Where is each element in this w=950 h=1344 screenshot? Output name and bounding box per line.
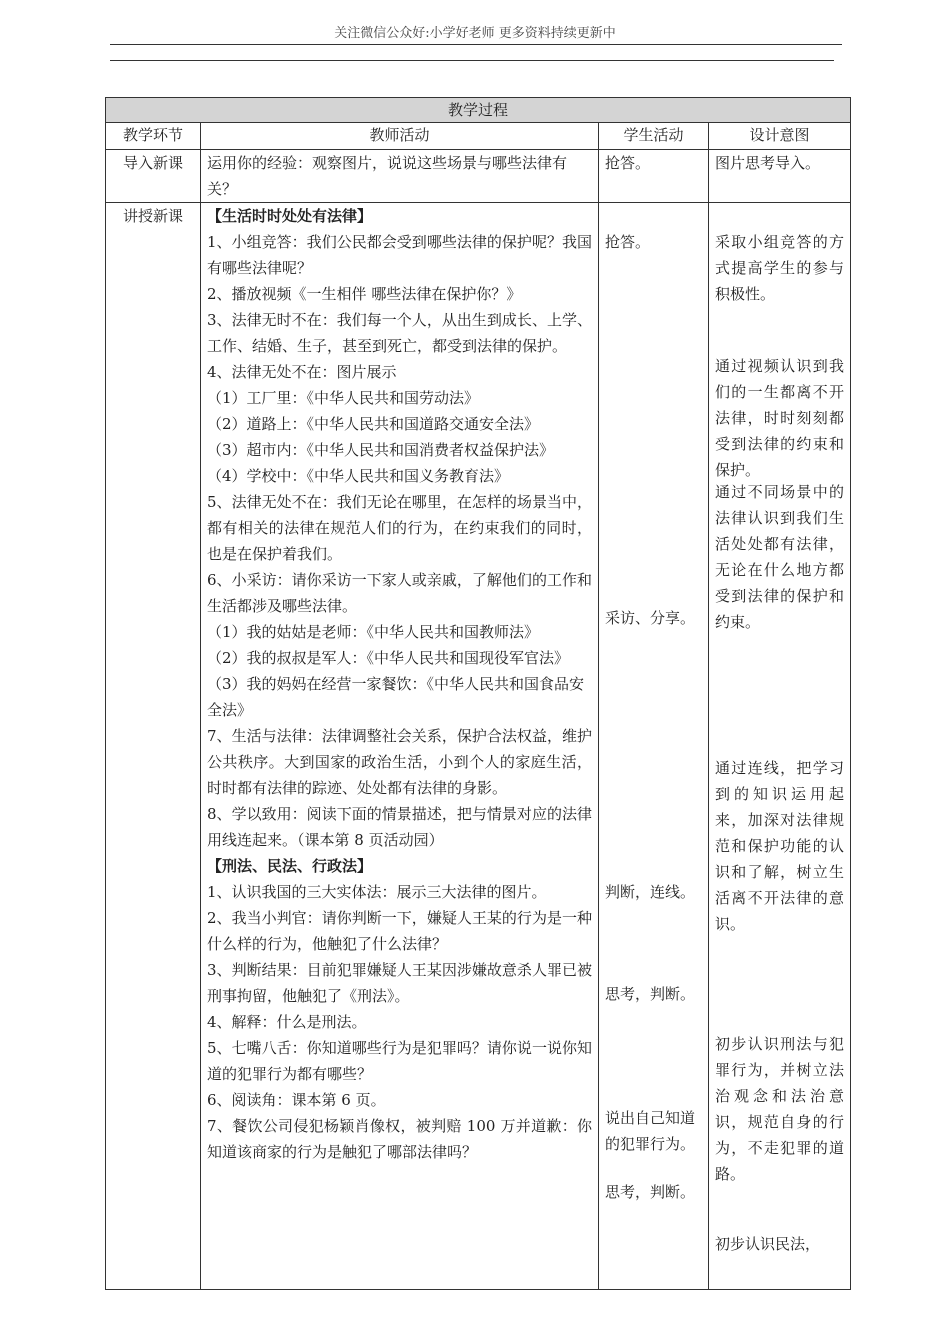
teacher-item: （2）我的叔叔是军人：《中华人民共和国现役军官法》 (207, 649, 570, 667)
col-header-teacher: 教师活动 (201, 123, 599, 150)
teacher-item: 3、判断结果：目前犯罪嫌疑人王某因涉嫌故意杀人罪已被刑事拘留，他触犯了《刑法》。 (207, 961, 592, 1005)
intent-cell (709, 203, 851, 1290)
teacher-item: 1、小组竞答：我们公民都会受到哪些法律的保护呢？我国有哪些法律呢？ (207, 233, 592, 277)
teacher-item: 6、小采访：请你采访一下家人或亲戚，了解他们的工作和生活都涉及哪些法律。 (207, 571, 592, 615)
section-heading: 【生活时时处处有法律】 (207, 207, 373, 225)
student-cell (599, 203, 709, 1290)
teacher-item: 2、我当小判官：请你判断一下，嫌疑人王某的行为是一种什么样的行为，他触犯了什么法律？ (207, 909, 592, 953)
section-heading: 【刑法、民法、行政法】 (207, 857, 373, 875)
teacher-item: 4、法律无处不在：图片展示 (207, 363, 397, 381)
teacher-item: 3、法律无时不在：我们每一个人，从出生到成长、上学、工作、结婚、生子，甚至到死亡，都受到法律的保护。 (207, 311, 592, 355)
teacher-item: （1）我的姑姑是老师：《中华人民共和国教师法》 (207, 623, 540, 641)
col-header-stage: 教学环节 (106, 123, 201, 150)
teacher-item: 7、餐饮公司侵犯杨颖肖像权，被判赔 100 万并道歉：你知道该商家的行为是触犯了哪部法律吗？ (207, 1117, 592, 1161)
teacher-item: （3）我的妈妈在经营一家餐饮：《中华人民共和国食品安全法》 (207, 675, 585, 719)
teacher-item: 4、解释：什么是刑法。 (207, 1013, 367, 1031)
teacher-item: 6、阅读角：课本第 6 页。 (207, 1091, 386, 1109)
teacher-item: 5、七嘴八舌：你知道哪些行为是犯罪吗？请你说一说你知道的犯罪行为都有哪些？ (207, 1039, 592, 1083)
teacher-item: 7、生活与法律：法律调整社会关系，保护合法权益，维护公共秩序。大到国家的政治生活，小到个人的家庭生活，时时都有法律的踪迹、处处都有法律的身影。 (207, 727, 592, 797)
teacher-item: 2、播放视频《一生相伴 哪些法律在保护你？》 (207, 285, 522, 303)
header-rule-top (110, 44, 842, 45)
student-item: 抢答。 (605, 233, 651, 251)
intent-item: 采取小组竞答的方式提高学生的参与积极性。 (715, 233, 845, 303)
intent-cell: 图片思考导入。 (709, 150, 851, 203)
page-header: 关注微信公众好:小学好老师 更多资料持续更新中 (334, 26, 616, 41)
table-title: 教学过程 (106, 98, 851, 123)
student-item: 采访、分享。 (605, 609, 696, 627)
lesson-table (105, 97, 851, 1290)
student-item: 说出自己知道的犯罪行为。 (605, 1109, 696, 1153)
col-header-student: 学生活动 (599, 123, 709, 150)
teacher-cell: 运用你的经验：观察图片，说说这些场景与哪些法律有关？ (201, 150, 599, 203)
student-item: 思考，判断。 (605, 1183, 696, 1201)
student-cell: 抢答。 (599, 150, 709, 203)
table-row (106, 203, 851, 1290)
teacher-item: 8、学以致用：阅读下面的情景描述，把与情景对应的法律用线连起来。（课本第 8 页活动园） (207, 805, 592, 849)
intent-item: 通过不同场景中的法律认识到我们生活处处都有法律，无论在什么地方都受到法律的保护和约束。 (715, 483, 845, 631)
table-row (106, 150, 851, 203)
intent-item: 通过视频认识到我们的一生都离不开法律，时时刻刻都受到法律的约束和保护。 (715, 357, 845, 479)
teacher-item: （4）学校中：《中华人民共和国义务教育法》 (207, 467, 510, 485)
teacher-item: 1、认识我国的三大实体法：展示三大法律的图片。 (207, 883, 547, 901)
student-item: 判断，连线。 (605, 883, 696, 901)
teacher-item: （2）道路上：《中华人民共和国道路交通安全法》 (207, 415, 540, 433)
stage-cell: 导入新课 (106, 150, 201, 203)
teacher-item: （3）超市内：《中华人民共和国消费者权益保护法》 (207, 441, 555, 459)
student-item: 思考，判断。 (605, 985, 696, 1003)
intent-item: 初步认识刑法与犯罪行为，并树立法治观念和法治意识，规范自身的行为，不走犯罪的道路。 (715, 1035, 845, 1183)
intent-item: 通过连线，把学习到的知识运用起来，加深对法律规范和保护功能的认识和了解，树立生活离不开法律的意识。 (715, 759, 845, 933)
teacher-item: （1）工厂里：《中华人民共和国劳动法》 (207, 389, 480, 407)
teacher-cell (201, 203, 599, 1290)
teacher-item: 5、法律无处不在：我们无论在哪里，在怎样的场景当中，都有相关的法律在规范人们的行为，在约束我们的同时，也是在保护着我们。 (207, 493, 592, 563)
intent-item: 初步认识民法， (715, 1235, 821, 1253)
col-header-intent: 设计意图 (709, 123, 851, 150)
stage-cell: 讲授新课 (106, 203, 201, 1290)
header-rule-bottom (110, 60, 834, 61)
